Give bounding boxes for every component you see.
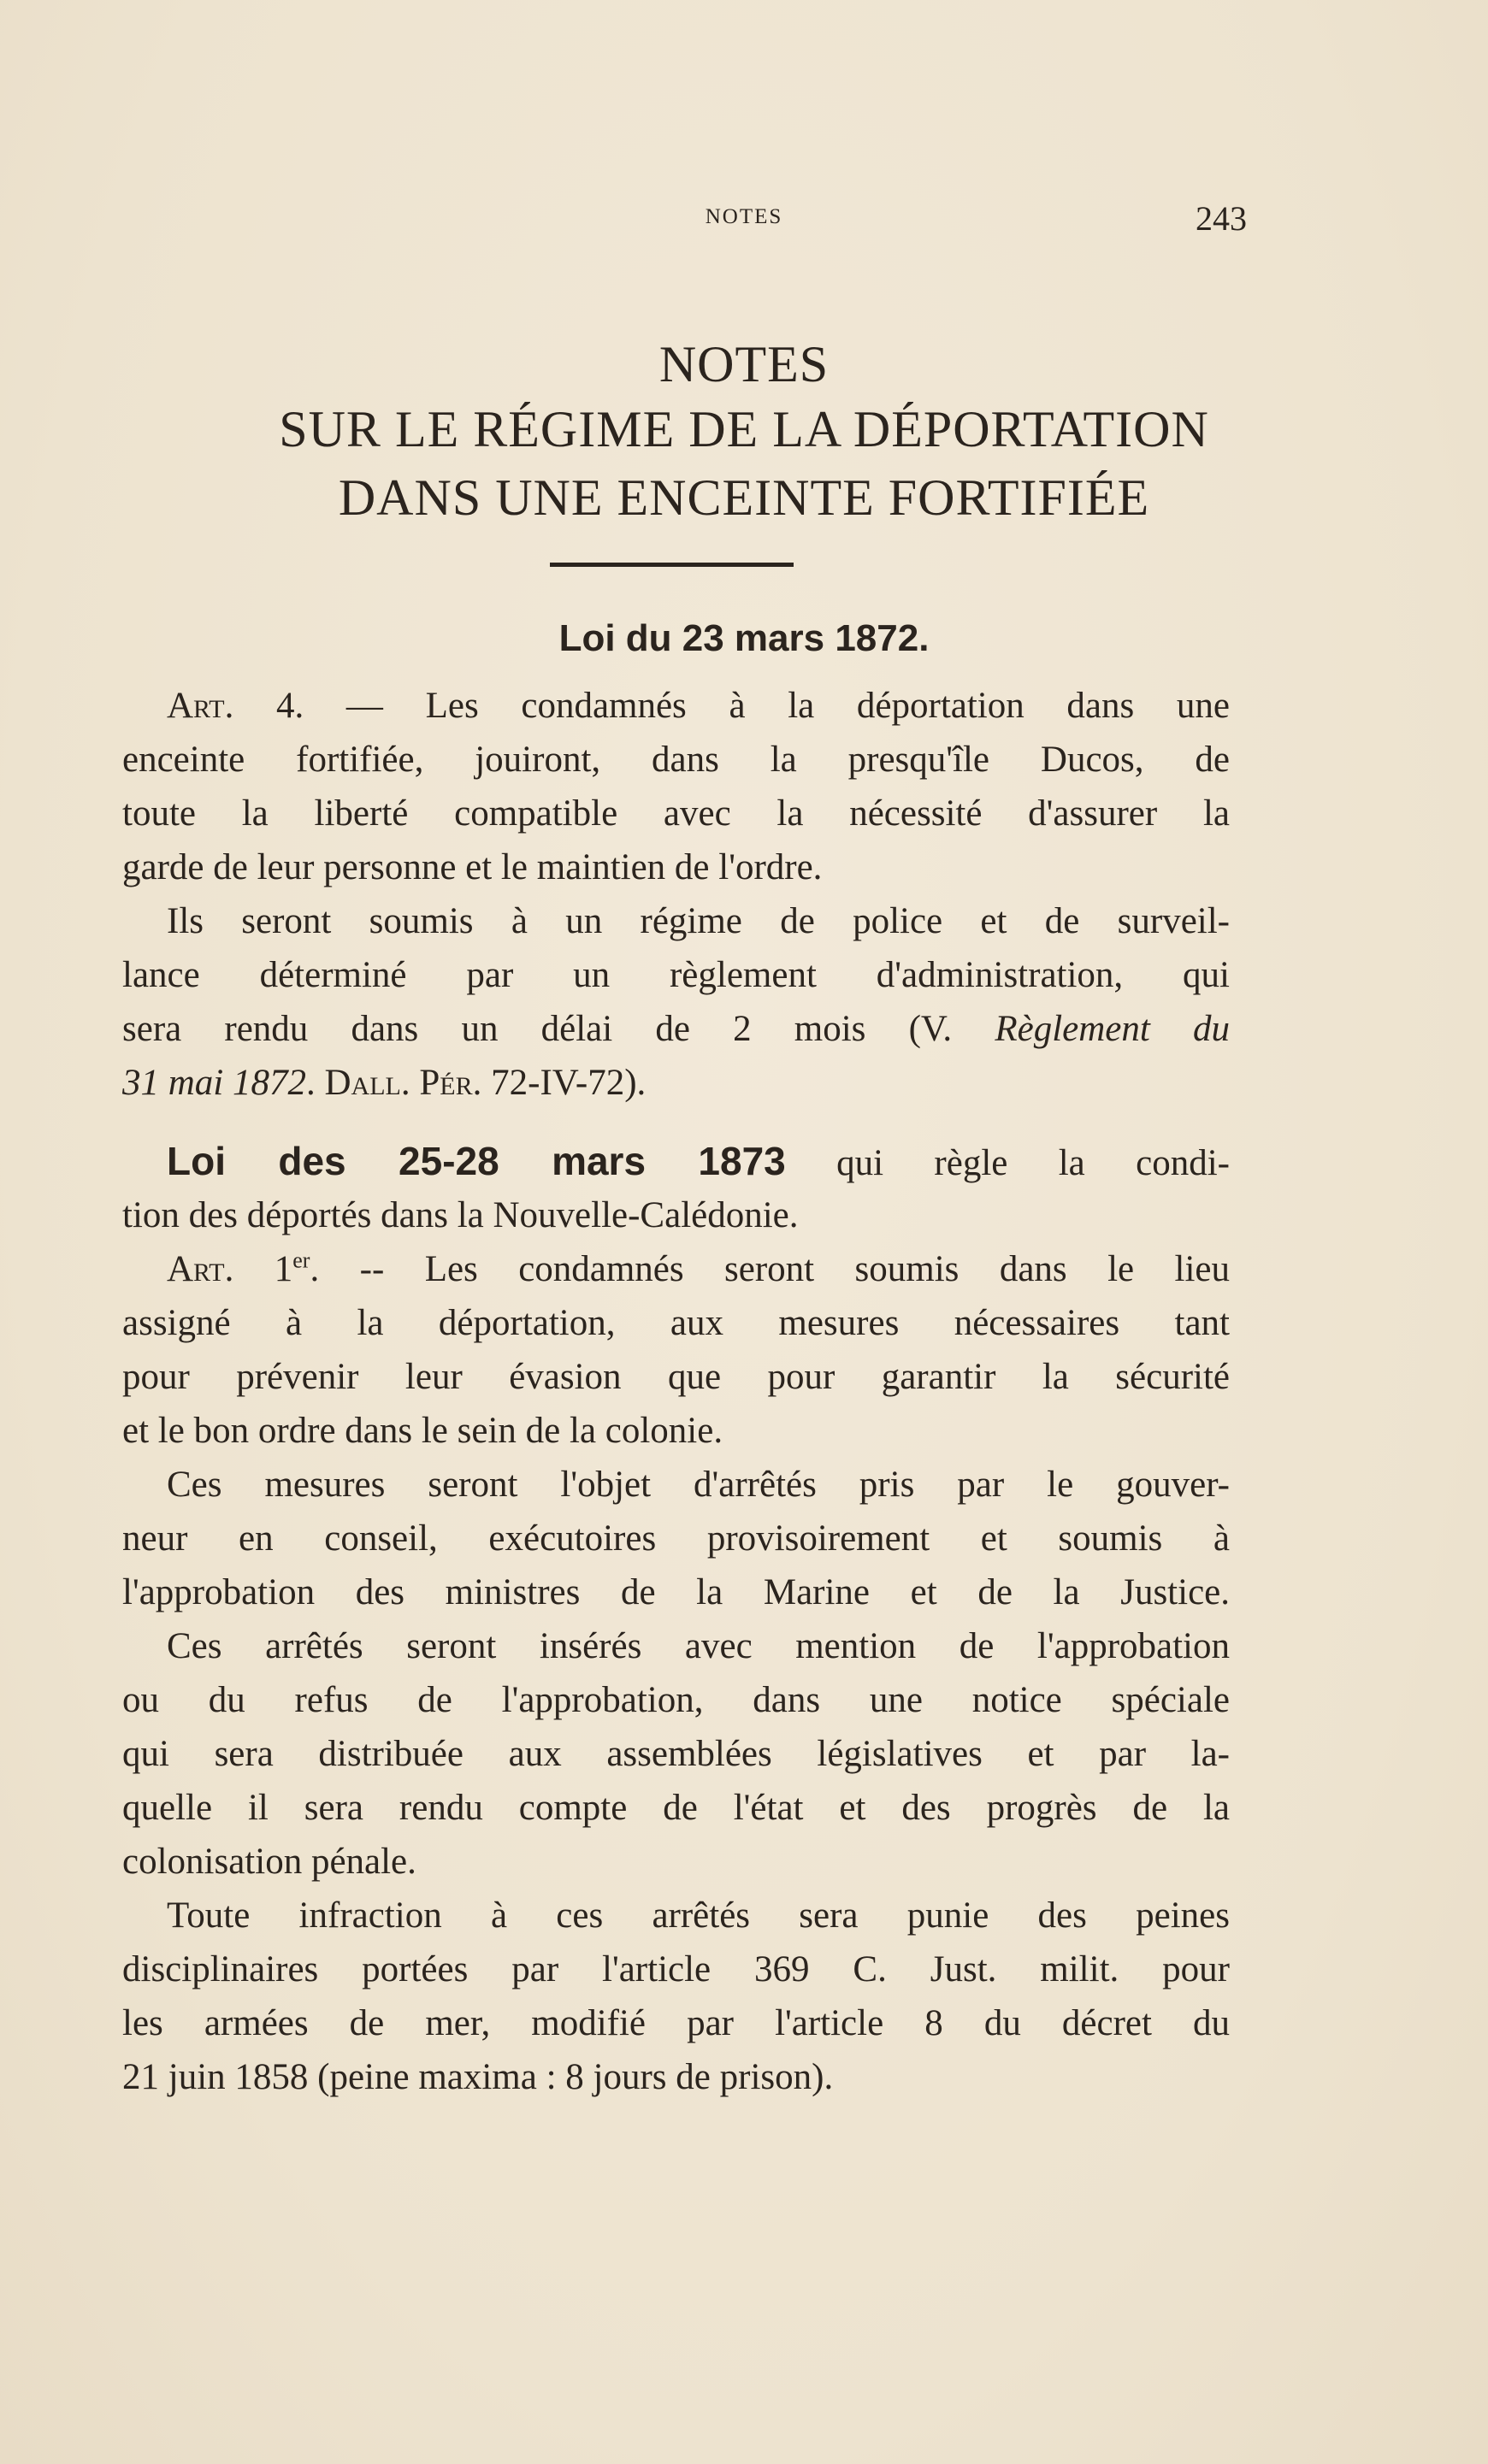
text-line <box>122 1673 1230 1727</box>
text-segment: qui sera distribuée aux assemblées législatives et par la- <box>122 1734 1230 1774</box>
text-line <box>122 787 1230 840</box>
text-segment: er <box>292 1247 310 1273</box>
text-segment: lance déterminé par un règlement d'administration, qui <box>122 955 1230 995</box>
text-segment: assigné à la déportation, aux mesures nécessaires tant <box>122 1303 1230 1343</box>
text-segment: colonisation pénale. <box>122 1842 416 1882</box>
text-segment: qui règle la condi- <box>785 1143 1230 1183</box>
text-line <box>122 733 1230 787</box>
text-line <box>122 1242 1230 1296</box>
text-segment: pour prévenir leur évasion que pour garantir la sécurité <box>122 1357 1230 1397</box>
text-segment: Ces arrêtés seront insérés avec mention de l'approbation <box>167 1626 1230 1666</box>
text-line <box>122 2050 1230 2104</box>
text-segment: Art. 1 <box>167 1249 293 1289</box>
text-segment: — Les condamnés à la déportation dans une <box>304 686 1230 726</box>
text-segment: sera rendu dans un délai de 2 mois (V. <box>122 1009 995 1049</box>
text-segment: . <box>306 1063 325 1103</box>
text-line <box>122 1835 1230 1889</box>
text-line <box>122 679 1230 733</box>
text-line <box>122 1350 1230 1404</box>
text-segment: toute la liberté compatible avec la nécessité d'assurer la <box>122 793 1230 834</box>
text-line <box>122 1889 1230 1942</box>
text-segment: ou du refus de l'approbation, dans une notice spéciale <box>122 1680 1230 1720</box>
text-line <box>122 1942 1230 1996</box>
text-line <box>122 1002 1230 1056</box>
section-heading: Loi du 23 mars 1872. <box>558 617 930 659</box>
text-line <box>122 1781 1230 1835</box>
text-segment: Règlement du <box>995 1009 1230 1049</box>
text-line <box>122 1458 1230 1512</box>
text-segment: . -- Les condamnés seront soumis dans le lieu <box>310 1249 1230 1289</box>
text-line <box>122 948 1230 1002</box>
section-1-text <box>122 679 1230 1110</box>
text-line <box>122 1135 1230 1188</box>
text-segment: Toute infraction à ces arrêtés sera punie des peines <box>167 1895 1230 1936</box>
text-segment: les armées de mer, modifié par l'article 8 du décret du <box>122 2003 1230 2043</box>
text-line <box>122 1056 1230 1110</box>
text-line <box>122 1512 1230 1565</box>
text-line <box>122 1296 1230 1350</box>
text-segment: 21 juin 1858 (peine maxima : 8 jours de prison). <box>122 2057 834 2097</box>
text-line <box>122 894 1230 948</box>
text-segment: Ces mesures seront l'objet d'arrêtés pris par le gouver- <box>167 1465 1230 1505</box>
text-segment: Art. 4. <box>167 686 304 726</box>
text-line <box>122 1188 1230 1242</box>
text-segment: neur en conseil, exécutoires provisoirement et soumis à <box>122 1518 1230 1559</box>
text-line <box>122 1619 1230 1673</box>
text-segment: quelle il sera rendu compte de l'état et des progrès de la <box>122 1788 1230 1828</box>
text-segment: et le bon ordre dans le sein de la colonie. <box>122 1411 723 1451</box>
text-segment: Loi des 25-28 mars 1873 <box>167 1139 786 1183</box>
text-line <box>122 1404 1230 1458</box>
text-segment: enceinte fortifiée, jouiront, dans la presqu'île Ducos, de <box>122 740 1230 780</box>
title-line-1: NOTES <box>658 336 830 392</box>
text-segment: 72-IV-72). <box>481 1063 647 1103</box>
title-line-3: DANS UNE ENCEINTE FORTIFIÉE <box>338 469 1150 526</box>
text-line <box>122 1996 1230 2050</box>
running-head: NOTES <box>705 205 783 228</box>
text-segment: disciplinaires portées par l'article 369 C. Just. milit. pour <box>122 1949 1230 1989</box>
text-segment: garde de leur personne et le maintien de l'ordre. <box>122 847 823 887</box>
text-line <box>122 1727 1230 1781</box>
section-2-text <box>122 1135 1230 2104</box>
text-line <box>122 840 1230 894</box>
text-segment: Dall. Pér. <box>324 1063 482 1103</box>
text-segment: 31 mai 1872 <box>122 1063 306 1103</box>
text-segment: Ils seront soumis à un régime de police et de surveil- <box>167 901 1230 941</box>
divider-rule <box>550 563 794 567</box>
text-line <box>122 1565 1230 1619</box>
text-segment: tion des déportés dans la Nouvelle-Calédonie. <box>122 1195 799 1235</box>
title-line-2: SUR LE RÉGIME DE LA DÉPORTATION <box>279 401 1209 457</box>
page-number: 243 <box>1196 199 1247 238</box>
text-segment: l'approbation des ministres de la Marine et de la Justice. <box>122 1572 1230 1612</box>
